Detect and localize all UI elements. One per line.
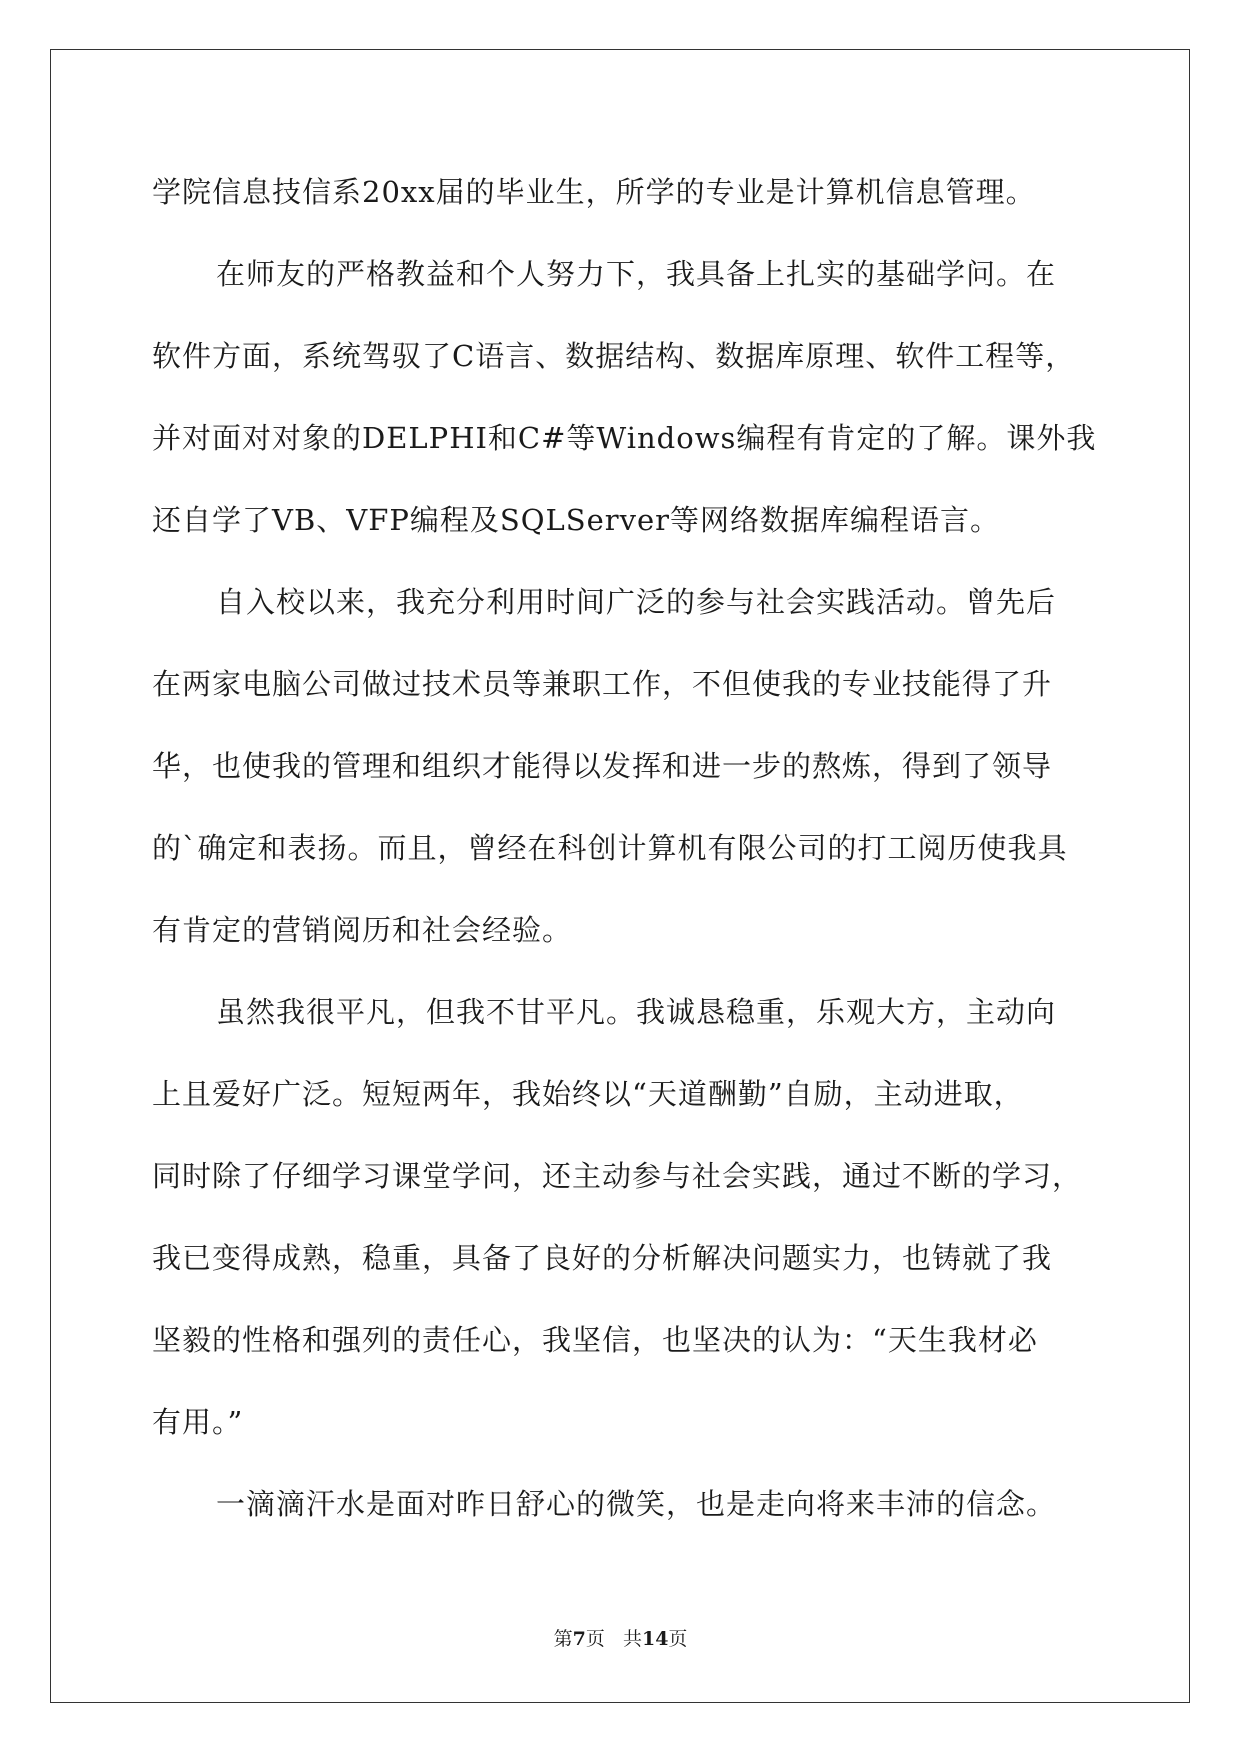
paragraph-first-line: 在师友的严格教益和个人努力下，我具备上扎实的基础学问。在 <box>216 257 1057 291</box>
text-line: 同时除了仔细学习课堂学问，还主动参与社会实践，通过不断的学习， <box>152 1159 1083 1193</box>
text-line: 的`确定和表扬。而且，曾经在科创计算机有限公司的打工阅历使我具 <box>152 831 1068 865</box>
paragraph-first-line: 自入校以来，我充分利用时间广泛的参与社会实践活动。曾先后 <box>216 585 1057 619</box>
text-line: 在两家电脑公司做过技术员等兼职工作，不但使我的专业技能得了升 <box>152 667 1053 701</box>
text-line: 坚毅的性格和强列的责任心，我坚信，也坚决的认为：“天生我材必 <box>152 1323 1038 1357</box>
text-line: 学院信息技信系20xx届的毕业生，所学的专业是计算机信息管理。 <box>152 175 1036 209</box>
text-line: 华，也使我的管理和组织才能得以发挥和进一步的熬炼，得到了领导 <box>152 749 1053 783</box>
text-line: 还自学了VB、VFP编程及SQLServer等网络数据库编程语言。 <box>152 503 1001 537</box>
text-line: 软件方面，系统驾驭了C语言、数据结构、数据库原理、软件工程等， <box>152 339 1076 373</box>
footer-prefix: 第 <box>553 1628 573 1650</box>
paragraph-first-line: 一滴滴汗水是面对昨日舒心的微笑，也是走向将来丰沛的信念。 <box>216 1487 1057 1521</box>
footer-page-suffix: 页 <box>585 1628 605 1650</box>
current-page-number: 7 <box>572 1628 586 1650</box>
text-line: 并对面对对象的DELPHI和C#等Windows编程有肯定的了解。课外我 <box>152 421 1097 455</box>
text-line: 上且爱好广泛。短短两年，我始终以“天道酬勤”自励，主动进取， <box>152 1077 1024 1111</box>
document-body <box>152 162 1112 1556</box>
text-line: 有肯定的营销阅历和社会经验。 <box>152 913 573 947</box>
footer-total-prefix: 共 <box>622 1628 642 1650</box>
footer-total-suffix: 页 <box>668 1628 688 1650</box>
text-line: 有用。” <box>152 1405 244 1439</box>
page-footer <box>0 1627 1241 1651</box>
paragraph-first-line: 虽然我很平凡，但我不甘平凡。我诚恳稳重，乐观大方，主动向 <box>216 995 1057 1029</box>
text-line: 我已变得成熟，稳重，具备了良好的分析解决问题实力，也铸就了我 <box>152 1241 1053 1275</box>
total-page-count: 14 <box>641 1628 669 1650</box>
